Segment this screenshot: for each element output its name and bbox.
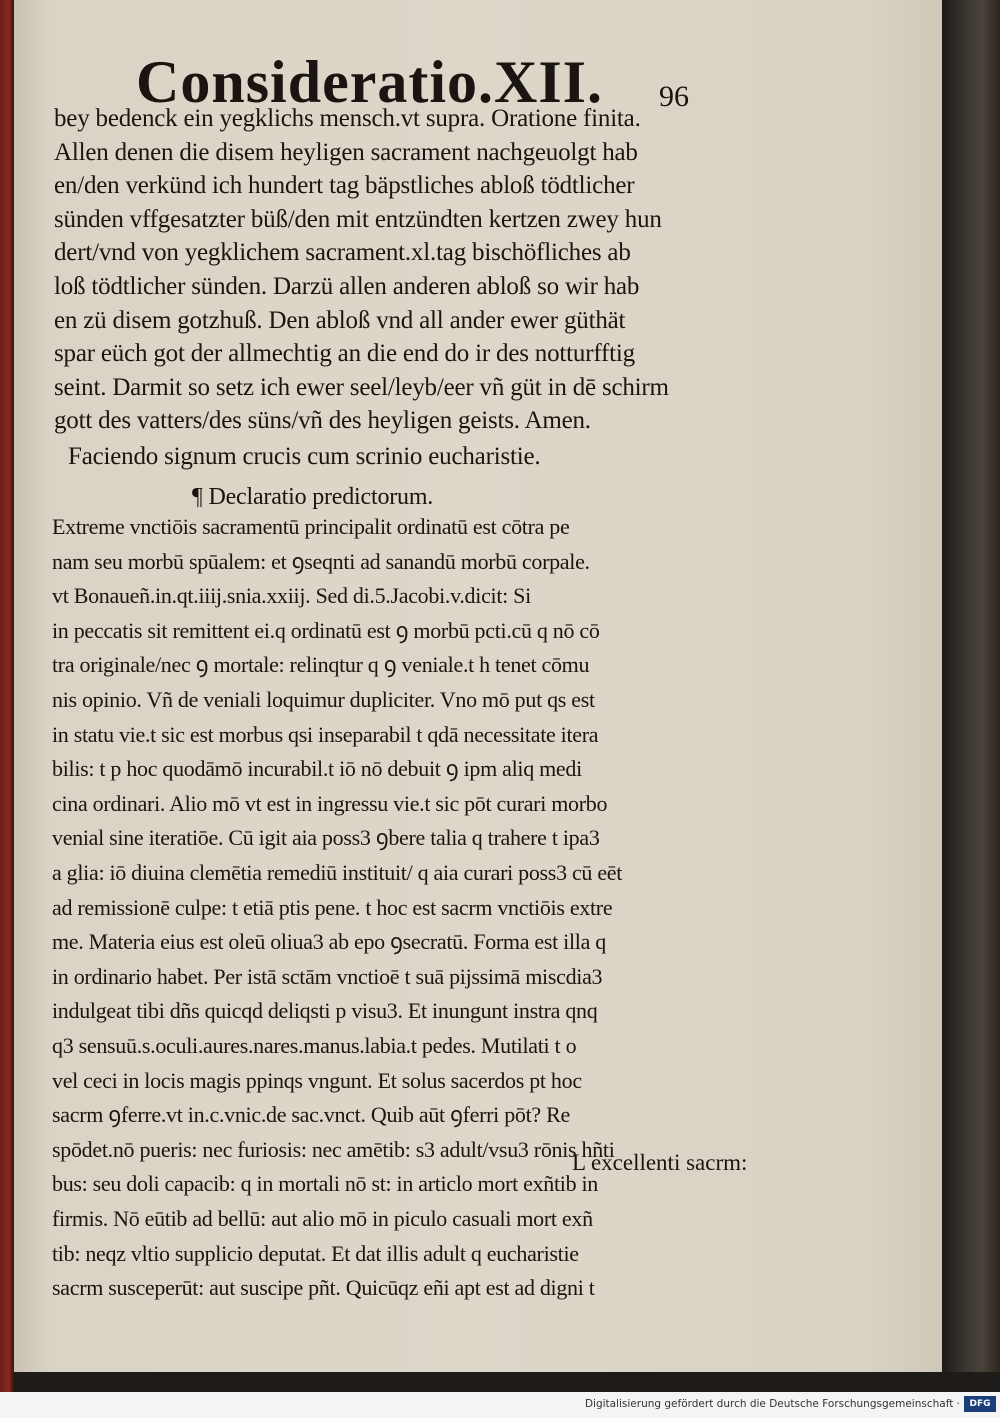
text-line: en/den verkünd ich hundert tag bäpstliches abloß tödtlicher (54, 172, 635, 200)
text-line: cina ordinari. Alio mō vt est in ingressu vie.t sic pōt curari morbo (52, 790, 608, 816)
text-line: in ordinario habet. Per istā sctām vnctioē t suā pijssimā miscdia3 (52, 963, 603, 989)
text-line: spar eüch got der allmechtig an die end do ir des notturfftig (54, 340, 635, 368)
folio-number: 96 (659, 80, 689, 113)
text-line: indulgeat tibi dñs quicqd deliqsti p visu3. Et inungunt instra qnq (52, 998, 598, 1024)
text-line: bus: seu doli capacib: q in mortali nō st: in articlo mort exñtib in (52, 1171, 599, 1197)
text-line: nam seu morbū spūalem: et ꝯseqnti ad sanandū morbū corpale. (52, 548, 590, 574)
text-line: sünden vffgesatzter büß/den mit entzündten kertzen zwey hun (54, 205, 662, 233)
text-line: a glia: iō diuina clemētia remediū instituit/ q aia curari poss3 cū eēt (52, 860, 623, 885)
text-line: dert/vnd von yegklichem sacrament.xl.tag bischöfliches ab (54, 239, 631, 267)
text-line: me. Materia eius est oleū oliua3 ab epo ꝯsecratū. Forma est illa q (52, 929, 606, 955)
text-line: Extreme vnctiōis sacramentū principalit ordinatū est cōtra pe (52, 514, 570, 539)
text-line: bey bedenck ein yegklichs mensch.vt supra. Oratione finita. (54, 105, 641, 132)
text-line: sacrm susceperūt: aut suscipe pñt. Quicūqz eñi apt est ad digni t (52, 1275, 595, 1301)
text-line: tra originale/nec ꝯ mortale: relinqtur q ꝯ veniale.t h tenet cōmu (52, 652, 590, 678)
page-stack-edge (942, 0, 1000, 1392)
text-line: gott des vatters/des süns/vñ des heyligen geists. Amen. (54, 407, 591, 435)
page-bottom-shadow (14, 1372, 1000, 1392)
dfg-logo: DFG (964, 1396, 996, 1412)
catchword: L excellenti sacrm: (572, 1150, 748, 1175)
text-line: bilis: t p hoc quodāmō incurabil.t iō nō debuit ꝯ ipm aliq medi (52, 756, 582, 782)
text-line: loß tödtlicher sünden. Darzü allen anderen abloß so wir hab (54, 273, 640, 300)
section-heading: ¶ Declaratio predictorum. (192, 484, 434, 510)
rubric-line: Faciendo signum crucis cum scrinio eucharistie. (68, 443, 541, 470)
text-line: vel ceci in locis magis ppinqs vngunt. Et solus sacerdos pt hoc (52, 1067, 582, 1093)
text-line: venial sine iteratiōe. Cū igit aia poss3 ꝯbere talia q trahere t ipa3 (52, 825, 600, 851)
text-line: spōdet.nō pueris: nec furiosis: nec amētib: s3 adult/vsu3 rōnis hñti (52, 1136, 615, 1162)
text-line: seint. Darmit so setz ich ewer seel/leyb/eer vñ güt in dē schirm (54, 373, 669, 401)
text-line: tib: neqz vltio supplicio deputat. Et dat illis adult q eucharistie (52, 1240, 579, 1266)
text-line: vt Bonaueñ.in.qt.iiij.snia.xxiij. Sed di.5.Jacobi.v.dicit: Si (52, 583, 531, 609)
text-line: firmis. Nō eūtib ad bellū: aut alio mō in piculo casuali mort exñ (52, 1206, 593, 1231)
text-line: Allen denen die disem heyligen sacrament nachgeuolgt hab (54, 138, 638, 166)
text-line: in statu vie.t sic est morbus qsi inseparabil t qdā necessitate itera (52, 721, 599, 747)
page-title: Consideratio.XII. (136, 49, 604, 115)
footer-bar (0, 1392, 1000, 1418)
text-line: en zü disem gotzhuß. Den abloß vnd all ander ewer güthät (54, 306, 626, 334)
book-cover-edge (0, 0, 14, 1392)
text-line: ad remissionē culpe: t etiā ptis pene. t hoc est sacrm vnctiōis extre (52, 894, 613, 920)
text-line: sacrm ꝯferre.vt in.c.vnic.de sac.vnct. Quib aūt ꝯferri pōt? Re (52, 1102, 570, 1128)
text-line: nis opinio. Vñ de veniali loquimur dupliciter. Vno mō put qs est (52, 687, 595, 712)
footer-credit: Digitalisierung gefördert durch die Deutsche Forschungsgemeinschaft · (584, 1398, 960, 1410)
text-line: in peccatis sit remittent ei.q ordinatū est ꝯ morbū pcti.cū q nō cō (52, 617, 600, 643)
text-line: q3 sensuū.s.oculi.aures.nares.manus.labia.t pedes. Mutilati t o (52, 1033, 577, 1058)
